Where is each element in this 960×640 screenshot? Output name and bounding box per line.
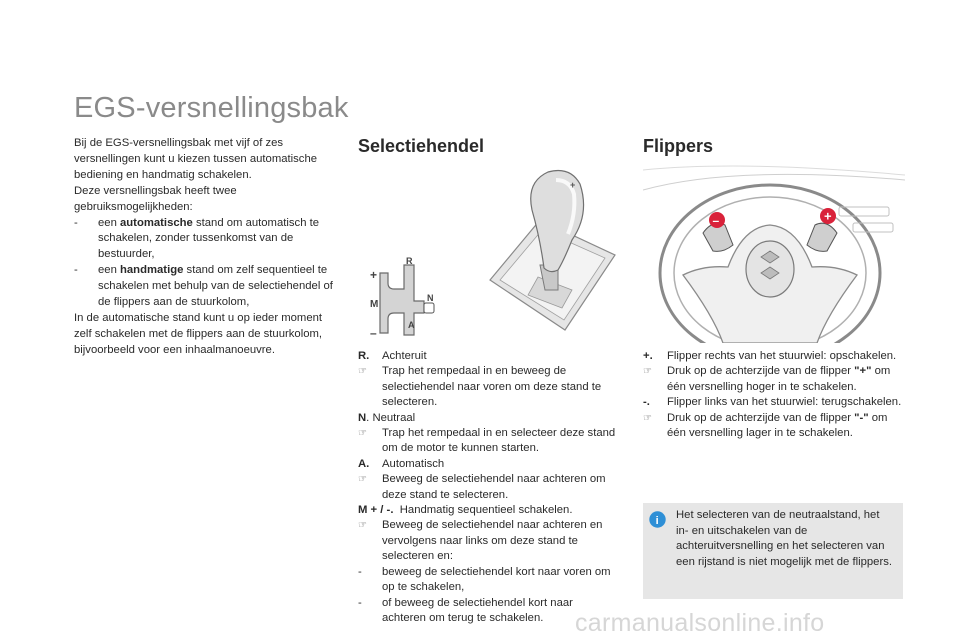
intro-item-manual: - een handmatige stand om zelf sequentieel te schakelen met behulp van de selectiehendel of de flippers aan de stuurkolom,: [74, 264, 333, 309]
list-item: ☞ Beweeg de selectiehendel naar achteren om deze stand te selecteren.: [358, 472, 620, 503]
list-item: N. Neutraal: [358, 411, 416, 424]
list-item: A. Automatisch: [358, 457, 445, 470]
watermark: carmanualsonline.info: [575, 609, 825, 637]
list-item: M + / -. Handmatig sequentieel schakelen.: [358, 504, 573, 517]
page-title: EGS-versnellingsbak: [74, 92, 349, 124]
hand-pointer-icon: ☞: [358, 474, 367, 486]
list-item: ☞ Druk op de achterzijde van de flipper "-" om één versnelling lager in te schakelen.: [643, 411, 905, 442]
lever-plus-label: +: [570, 180, 576, 190]
list-item: ☞ Trap het rempedaal in en selecteer deze stand om de motor te kunnen starten.: [358, 426, 620, 457]
gate-label-minus: –: [370, 326, 377, 340]
info-text: Het selecteren van de neutraalstand, het in- en uitschakelen van de achteruitversnelling en het selecteren van een rijstand is niet mogelijk met de flippers.: [676, 509, 892, 568]
svg-text:i: i: [655, 515, 659, 528]
intro-paragraph-1: Bij de EGS-versnellingsbak met vijf of zes versnellingen kunt u kiezen tussen automatische bediening en handmatig schakelen.: [74, 137, 318, 181]
list-item: - of beweeg de selectiehendel kort naar achteren om terug te schakelen.: [358, 596, 573, 624]
gate-n-indicator: [424, 303, 434, 313]
list-item: R. Achteruit: [358, 350, 427, 362]
gate-label-a: A: [408, 320, 415, 330]
section-title-flippers: Flippers: [643, 136, 714, 156]
list-item: ☞ Beweeg de selectiehendel naar achteren en vervolgens naar links om deze stand te selecteren en:: [358, 518, 620, 564]
gate-label-m: M: [370, 299, 379, 310]
intro-item-automatic: - een automatische stand om automatisch te schakelen, zonder tussenkomst van de bestuurder,: [74, 216, 320, 261]
gate-label-plus: +: [370, 268, 378, 282]
hand-pointer-icon: ☞: [643, 366, 652, 378]
gate-label-r: R: [406, 256, 413, 266]
hand-pointer-icon: ☞: [643, 412, 652, 424]
intro-paragraph-3: In de automatische stand kunt u op ieder moment zelf schakelen met de flippers aan de stuurkolom, bijvoorbeeld voor een inhaalmanoeuvre.: [74, 311, 323, 356]
section-title-selectiehendel: Selectiehendel: [358, 136, 485, 156]
paddle-minus-label: –: [712, 213, 720, 228]
list-item: -. Flipper links van het stuurwiel: terugschakelen.: [643, 396, 902, 409]
gear-gate-diagram: [360, 255, 450, 345]
list-item: +. Flipper rechts van het stuurwiel: opschakelen.: [643, 350, 897, 362]
steering-wheel-illustration: [643, 165, 905, 343]
intro-paragraph-2: Deze versnellingsbak heeft twee gebruiksmogelijkheden:: [74, 184, 237, 213]
gate-label-n: N: [427, 293, 434, 303]
list-item: ☞ Druk op de achterzijde van de flipper "+" om één versnelling hoger in te schakelen.: [643, 364, 905, 395]
list-item: ☞ Trap het rempedaal in en beweeg de selectiehendel naar voren om deze stand te selecteren.: [358, 364, 620, 410]
list-item: - beweeg de selectiehendel kort naar voren om op te schakelen,: [358, 565, 611, 594]
selectiehendel-list: [358, 349, 620, 626]
hand-pointer-icon: ☞: [358, 428, 367, 440]
flippers-list: [643, 349, 905, 441]
gear-lever-illustration: [470, 160, 620, 345]
info-icon: [649, 511, 666, 528]
hand-pointer-icon: ☞: [358, 520, 367, 532]
intro-text: [74, 136, 336, 359]
hand-pointer-icon: ☞: [358, 366, 367, 378]
paddle-plus-label: +: [824, 208, 832, 224]
